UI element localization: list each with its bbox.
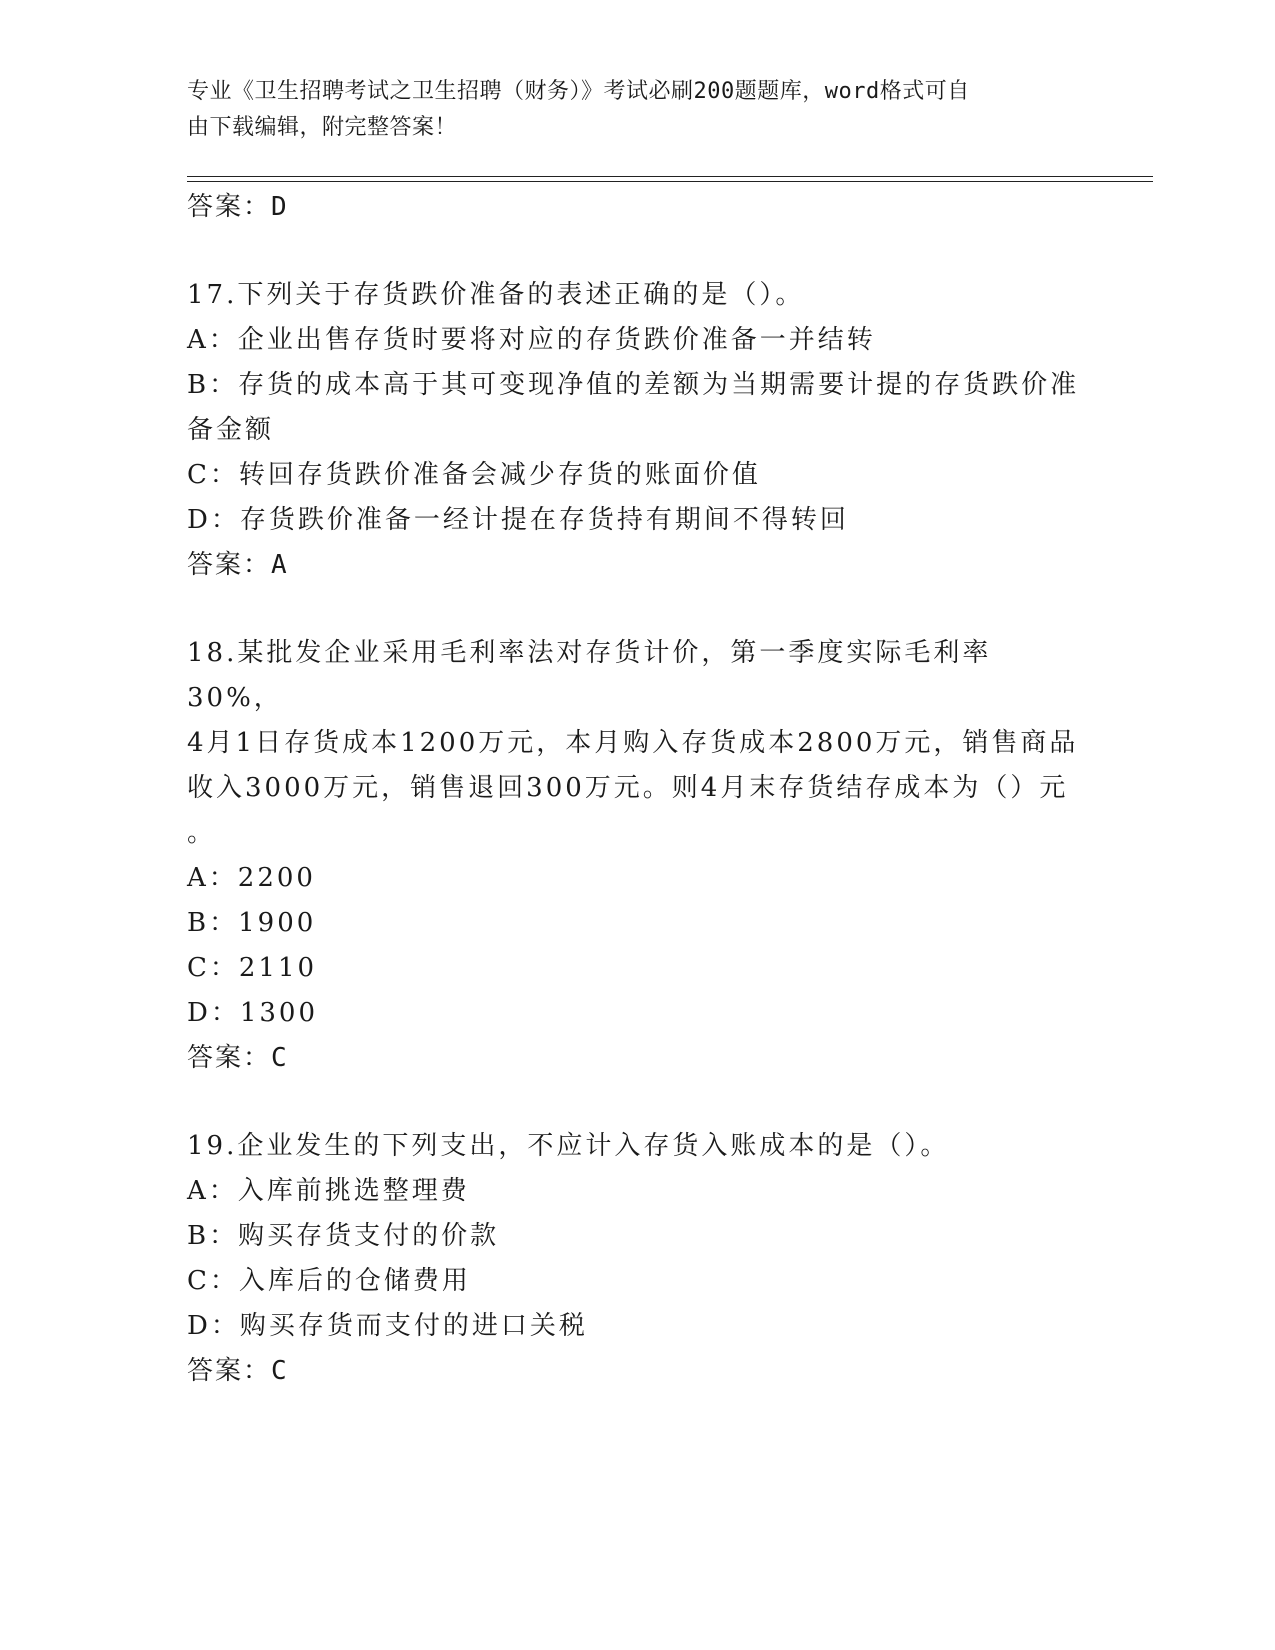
question-stem-line-2: 4月1日存货成本1200万元，本月购入存货成本2800万元，销售商品 <box>187 728 1079 758</box>
option-c: C：转回存货跌价准备会减少存货的账面价值 <box>187 460 761 490</box>
header-divider <box>187 176 1153 182</box>
answer-previous: 答案：D <box>187 192 289 222</box>
question-stem-line-1: 18.某批发企业采用毛利率法对存货计价，第一季度实际毛利率30%， <box>187 638 992 713</box>
question-19 <box>187 1124 1087 1394</box>
question-stem-line-3: 收入3000万元，销售退回300万元。则4月末存货结存成本为（）元 <box>187 773 1069 803</box>
option-c: C：2110 <box>187 953 318 983</box>
header-line-2: 由下载编辑，附完整答案！ <box>187 115 458 140</box>
document-body <box>187 185 1087 1394</box>
answer: 答案：A <box>187 550 289 580</box>
question-17 <box>187 273 1087 588</box>
option-b-line-2: 备金额 <box>187 415 275 445</box>
option-d: D：1300 <box>187 998 319 1028</box>
option-d: D：购买存货而支付的进口关税 <box>187 1311 588 1341</box>
question-stem-line-4: 。 <box>187 818 217 848</box>
option-c: C：入库后的仓储费用 <box>187 1266 471 1296</box>
answer: 答案：C <box>187 1043 289 1073</box>
spacer <box>187 1081 1087 1124</box>
spacer <box>187 588 1087 631</box>
question-18 <box>187 631 1087 1081</box>
question-stem: 19.企业发生的下列支出，不应计入存货入账成本的是（）。 <box>187 1131 950 1161</box>
option-a: A：企业出售存货时要将对应的存货跌价准备一并结转 <box>187 325 876 355</box>
spacer <box>187 230 1087 273</box>
option-a: A：入库前挑选整理费 <box>187 1176 470 1206</box>
page-header <box>187 74 1067 146</box>
option-d: D：存货跌价准备一经计提在存货持有期间不得转回 <box>187 505 849 535</box>
question-stem: 17.下列关于存货跌价准备的表述正确的是（）。 <box>187 280 805 310</box>
option-a: A：2200 <box>187 863 316 893</box>
option-b: B：购买存货支付的价款 <box>187 1221 500 1251</box>
answer: 答案：C <box>187 1356 289 1386</box>
option-b: B：1900 <box>187 908 317 938</box>
option-b-line-1: B：存货的成本高于其可变现净值的差额为当期需要计提的存货跌价准 <box>187 370 1080 400</box>
header-line-1: 专业《卫生招聘考试之卫生招聘（财务）》考试必刷200题题库，word格式可自 <box>187 79 970 104</box>
